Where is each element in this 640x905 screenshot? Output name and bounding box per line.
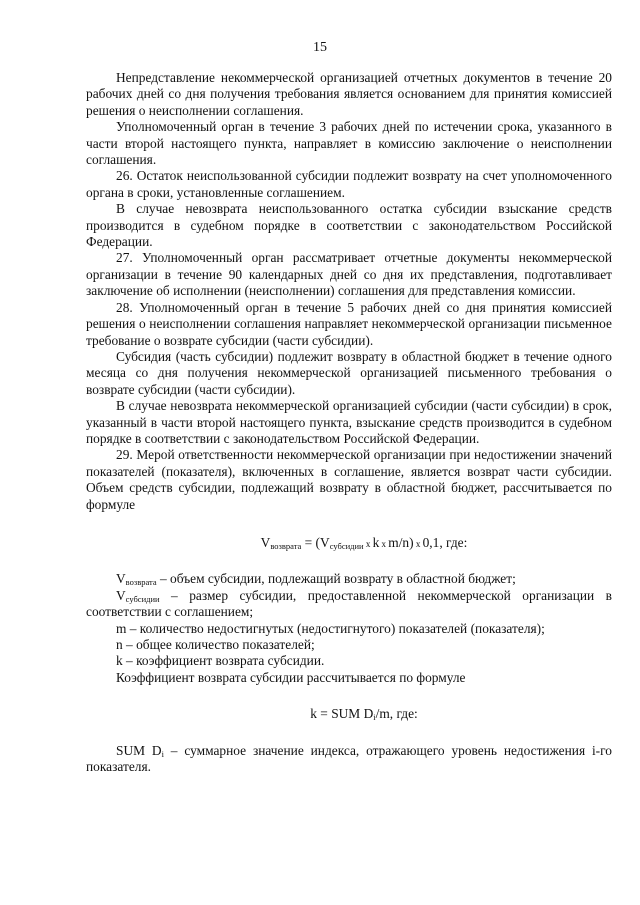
paragraph: В случае невозврата некоммерческой организацией субсидии (части субсидии) в срок, указанный в части второй настоящего пункта, взыскание средств производится в судебном порядке в соответствии с законодательством Российской Федерации. (86, 398, 612, 446)
k-coefficient-formula (86, 706, 612, 722)
formula2-tail: /m, где: (375, 706, 418, 722)
formula-mn: m/n) (388, 534, 414, 550)
definition-v-subsidy (86, 588, 612, 621)
k-formula-intro: Коэффициент возврата субсидии рассчитывается по формуле (116, 669, 466, 685)
formula2-lead: k = SUM D (310, 706, 374, 722)
final-text: – суммарное значение индекса, отражающего уровень недостижения i-го показателя. (86, 742, 612, 775)
formula-multiply-3: x (413, 538, 423, 549)
def-sub-subsidy: субсидии (125, 593, 160, 604)
definition-k: k – коэффициент возврата субсидии. (116, 653, 325, 669)
def-text-v-return: – объем субсидии, подлежащий возврату в областной бюджет; (156, 571, 516, 587)
paragraph: Уполномоченный орган в течение 3 рабочих дней по истечении срока, указанного в части второй настоящего пункта, направляет в комиссию заключение о неисполнении соглашения. (86, 119, 612, 168)
formula-multiply-1: x (363, 538, 373, 549)
final-lead: SUM D (116, 742, 162, 758)
def-symbol-v: V (116, 571, 126, 587)
def-text-v-subsidy: – размер субсидии, предоставленной некоммерческой организации в соответствии с соглашением; (86, 587, 612, 620)
paragraph: В случае невозврата неиспользованного остатка субсидии взыскание средств производится в судебном порядке в соответствии с законодательством Российской Федерации. (86, 201, 612, 250)
definition-n: n – общее количество показателей; (116, 637, 315, 652)
document-body (86, 70, 612, 775)
formula-multiply-2: x (379, 538, 389, 549)
definition-sum-di (86, 743, 612, 776)
paragraph: Субсидия (часть субсидии) подлежит возврату в областной бюджет в течение одного месяца со дня получения некоммерческой организацией письменного требования о возврате субсидии (части субсидии). (86, 348, 612, 397)
paragraph: Непредставление некоммерческой организацией отчетных документов в течение 20 рабочих дней со дня получения требования является основанием для принятия комиссией решения о неисполнении соглашения. (86, 70, 612, 118)
formula-tail: 0,1, где: (422, 534, 468, 550)
paragraph: 26. Остаток неиспользованной субсидии подлежит возврату на счет уполномоченного органа в сроки, установленные соглашением. (86, 168, 612, 200)
final-sub-i: i (161, 748, 164, 759)
formula-eq-open: = (V (301, 534, 330, 550)
paragraph: 29. Мерой ответственности некоммерческой организации при недостижении значений показателей (показателя), включенных в соглашение, является возврат части субсидии. Объем средств субсидии, подлежащий возврату в областной бюджет, рассчитывается по формуле (86, 447, 612, 512)
definition-m: m – количество недостигнутых (недостигнутого) показателей (показателя); (116, 620, 545, 636)
def-symbol-v-subsidy: V (116, 587, 126, 603)
page-number: 15 (313, 40, 327, 55)
formula-symbol-k: k (372, 534, 380, 550)
formula-symbol-v: V (260, 534, 271, 550)
formula2-sub-i: i (373, 712, 376, 723)
definition-v-return (86, 571, 612, 587)
formula-sub-return: возврата (270, 540, 302, 551)
return-volume-formula (86, 535, 612, 552)
formula-sub-subsidy: субсидии (329, 540, 364, 551)
def-sub-return: возврата (125, 577, 157, 588)
paragraph: 27. Уполномоченный орган рассматривает отчетные документы некоммерческой организации в течение 90 календарных дней со дня их представления, подготавливает заключение об исполнении (неисполнении) соглашения для представления комиссии. (86, 250, 612, 299)
paragraph: 28. Уполномоченный орган в течение 5 рабочих дней со дня принятия комиссией решения о неисполнении соглашения направляет некоммерческой организации письменное требование о возврате субсидии (части субсидии). (86, 299, 612, 348)
